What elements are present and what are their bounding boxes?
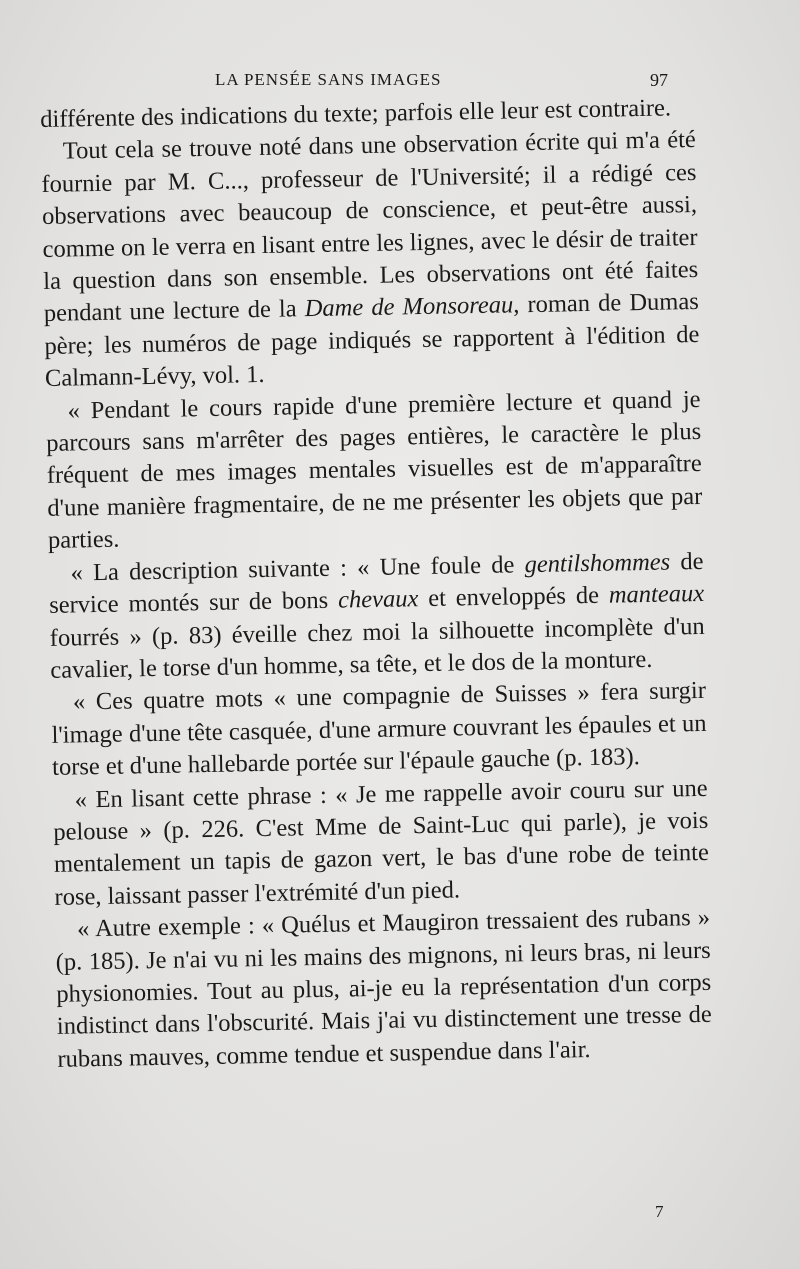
italic-word: gentilshommes [524, 548, 671, 578]
paragraph-text: différente des indications du texte; parfois elle leur est contraire. [40, 94, 672, 133]
paragraph-text: de service montés sur de bons [48, 547, 704, 620]
paragraph [41, 124, 701, 395]
italic-word: chevaux [337, 585, 419, 614]
paragraph-text: « En lisant cette phrase : « Je me rappelle avoir couru sur une pelouse » (p. 226. C'est Mme de Saint-Luc qui parle), je vois mentalement un tapis de gazon vert, le bas d'une robe de teinte rose, laissant passer l'extrémité d'un pied. [53, 774, 710, 911]
running-title: LA PENSÉE SANS IMAGES [215, 70, 442, 89]
paragraph [51, 675, 708, 784]
paragraph [45, 384, 703, 558]
paragraph-text: « La description suivante : « Une foule de [70, 550, 525, 587]
paragraph-text: « Ces quatre mots « une compagnie de Suisses » fera surgir l'image d'une tête casquée, d'une armure couvrant les épaules et un torse et d'une hallebarde portée sur l'épaule gauche (p. 183). [51, 677, 707, 782]
body-text [40, 92, 713, 1076]
page-number: 97 [650, 70, 668, 90]
paragraph-text: fourrés » (p. 83) éveille chez moi la silhouette incomplète d'un cavalier, le torse d'un homme, sa tête, et le dos de la monture. [49, 612, 705, 684]
paragraph [48, 546, 705, 688]
paragraph [52, 772, 709, 914]
italic-word: manteaux [608, 580, 705, 609]
paragraph [55, 902, 713, 1076]
book-title: Dame de Monsoreau [304, 291, 514, 323]
paragraph-text: « Autre exemple : « Quélus et Maugiron tressaient des rubans » (p. 185). Je n'ai vu ni les mains des mignons, ni leurs bras, ni leurs physionomies. Tout au plus, ai-je eu la représentation d'un corps indistinct dans l'obscurité. Mais j'ai vu distinctement une tresse de rubans mauves, comme tendue et suspendue dans l'air. [55, 904, 713, 1073]
paragraph-text: et enveloppés de [418, 581, 610, 613]
paragraph-text: « Pendant le cours rapide d'une première lecture et quand je parcours sans m'arrêter des pages entières, le caractère le plus fréquent de mes images mentales visuelles est de m'apparaître d'une manière fragmentaire, de ne me présenter les objets que par parties. [45, 385, 703, 555]
signature-mark: 7 [655, 1202, 664, 1221]
paragraph-text: Tout cela se trouve noté dans une observation écrite qui m'a été fournie par M. C..., professeur de l'Université; il a rédigé ces observations avec beaucoup de conscience, et peut-être aussi, comme on le verra en lisant entre les lignes, avec le désir de traiter la question dans son ensemble. Les observations ont été faites pendant une lecture de la [41, 126, 699, 328]
paragraph-text: , roman de Dumas père; les numéros de page indiqués se rapportent à l'édition de Calmann-Lévy, vol. 1. [44, 288, 700, 393]
